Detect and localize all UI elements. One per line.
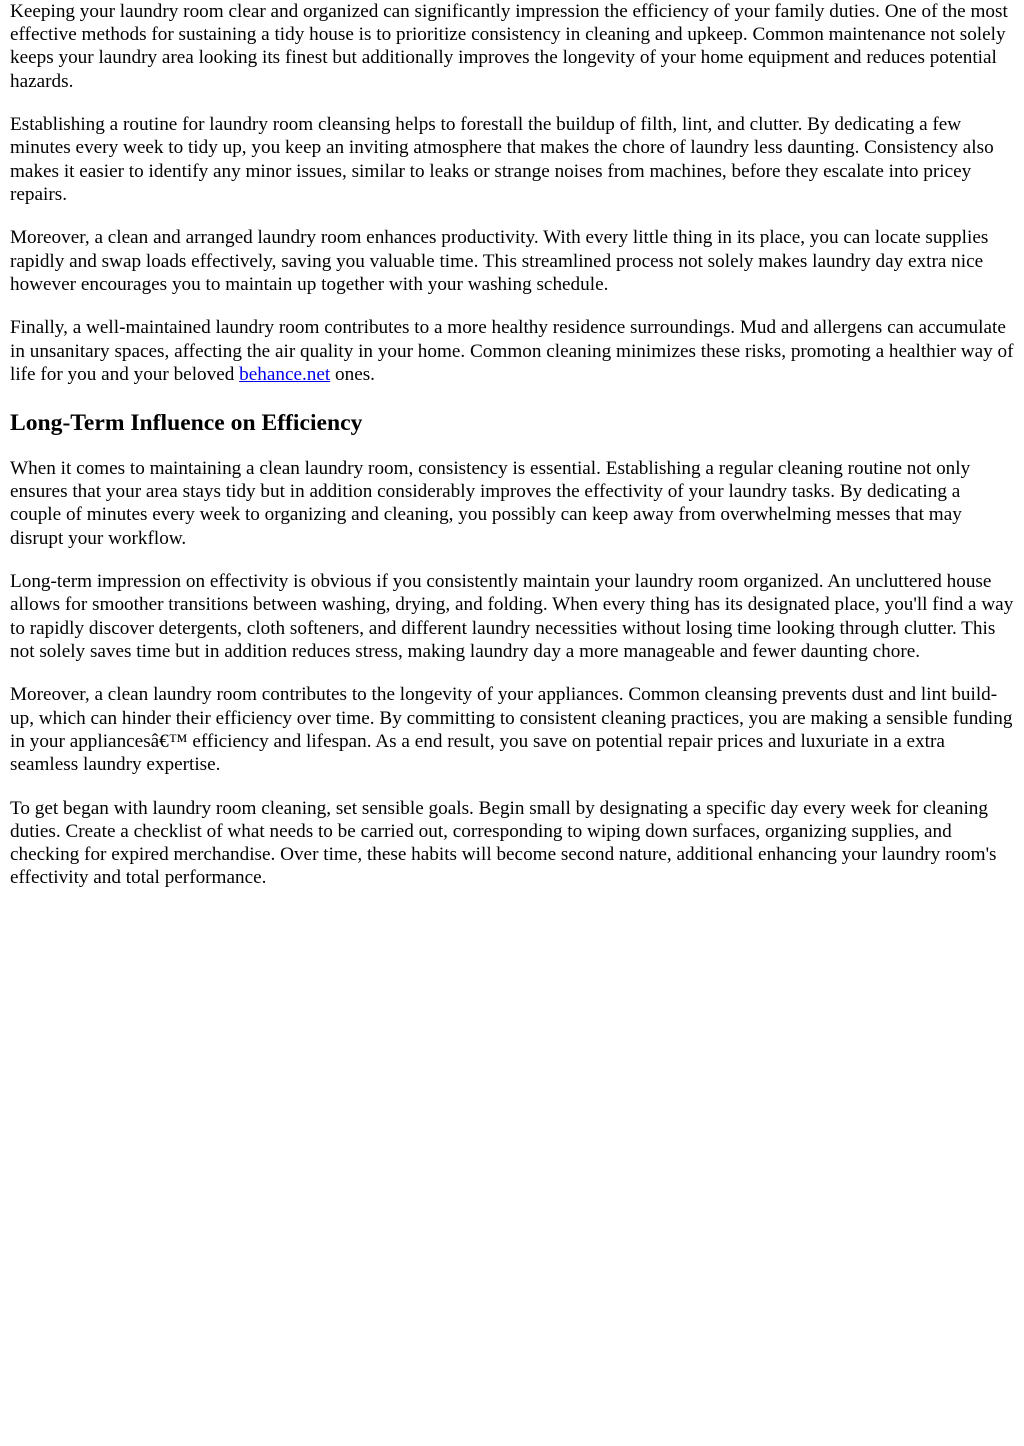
section-paragraph-1: When it comes to maintaining a clean laundry room, consistency is essential. Establishing a regular cleaning routine not only ensures that your area stays tidy but in addition considerably improves the effectivity of your laundry tasks. By dedicating a couple of minutes every week to organizing and cleaning, you possibly can keep away from overwhelming messes that may disrupt your workflow. (10, 458, 971, 549)
intro-paragraph-4-text-before: Finally, a well-maintained laundry room contributes to a more healthy residence surroundings. Mud and allergens can accumulate in unsanitary spaces, affecting the air quality in your home. Common cleaning minimizes these risks, promoting a healthier way of life for you and your beloved (10, 317, 1014, 385)
section-paragraph-2: Long-term impression on effectivity is obvious if you consistently maintain your laundry room organized. An uncluttered house allows for smoother transitions between washing, drying, and folding. When every thing has its designated place, you'll find a way to rapidly discover detergents, cloth softeners, and different laundry necessities without losing time looking through clutter. This not solely saves time but in addition reduces stress, making laundry day a more manageable and fewer daunting chore. (10, 571, 1014, 662)
intro-paragraph-4 (10, 316, 1014, 386)
section-paragraph-3: Moreover, a clean laundry room contributes to the longevity of your appliances. Common cleansing prevents dust and lint build-up, which can hinder their efficiency over time. By committing to consistent cleaning practices, you are making a sensible funding in your appliancesâ€™ efficiency and lifespan. As a end result, you save on potential repair prices and luxuriate in a extra seamless laundry expertise. (10, 684, 1013, 776)
behance-link[interactable]: behance.net (239, 363, 331, 385)
section-paragraph-4: To get began with laundry room cleaning, set sensible goals. Begin small by designating a specific day every week for cleaning duties. Create a checklist of what needs to be carried out, corresponding to wiping down surfaces, organizing supplies, and checking for expired merchandise. Over time, these habits will become second nature, additional enhancing your laundry room's effectivity and total performance. (10, 797, 997, 889)
intro-paragraph-1: Keeping your laundry room clear and organized can significantly impression the efficiency of your family duties. One of the most effective methods for sustaining a tidy house is to prioritize consistency in cleaning and upkeep. Common maintenance not solely keeps your laundry area looking its finest but additionally improves the longevity of your home equipment and reduces potential hazards. (10, 1, 1008, 92)
section-heading: Long-Term Influence on Efficiency (10, 410, 363, 437)
intro-paragraph-2: Establishing a routine for laundry room cleansing helps to forestall the buildup of filth, lint, and clutter. By dedicating a few minutes every week to tidy up, you keep an inviting atmosphere that makes the chore of laundry less daunting. Consistency also makes it easier to identify any minor issues, similar to leaks or strange noises from machines, before they escalate into pricey repairs. (10, 114, 994, 205)
intro-paragraph-4-text-after: ones. (330, 363, 375, 385)
article-body (10, 0, 1014, 889)
intro-paragraph-3: Moreover, a clean and arranged laundry room enhances productivity. With every little thing in its place, you can locate supplies rapidly and swap loads effectively, saving you valuable time. This streamlined process not solely makes laundry day extra nice however encourages you to maintain up together with your washing schedule. (10, 227, 989, 295)
